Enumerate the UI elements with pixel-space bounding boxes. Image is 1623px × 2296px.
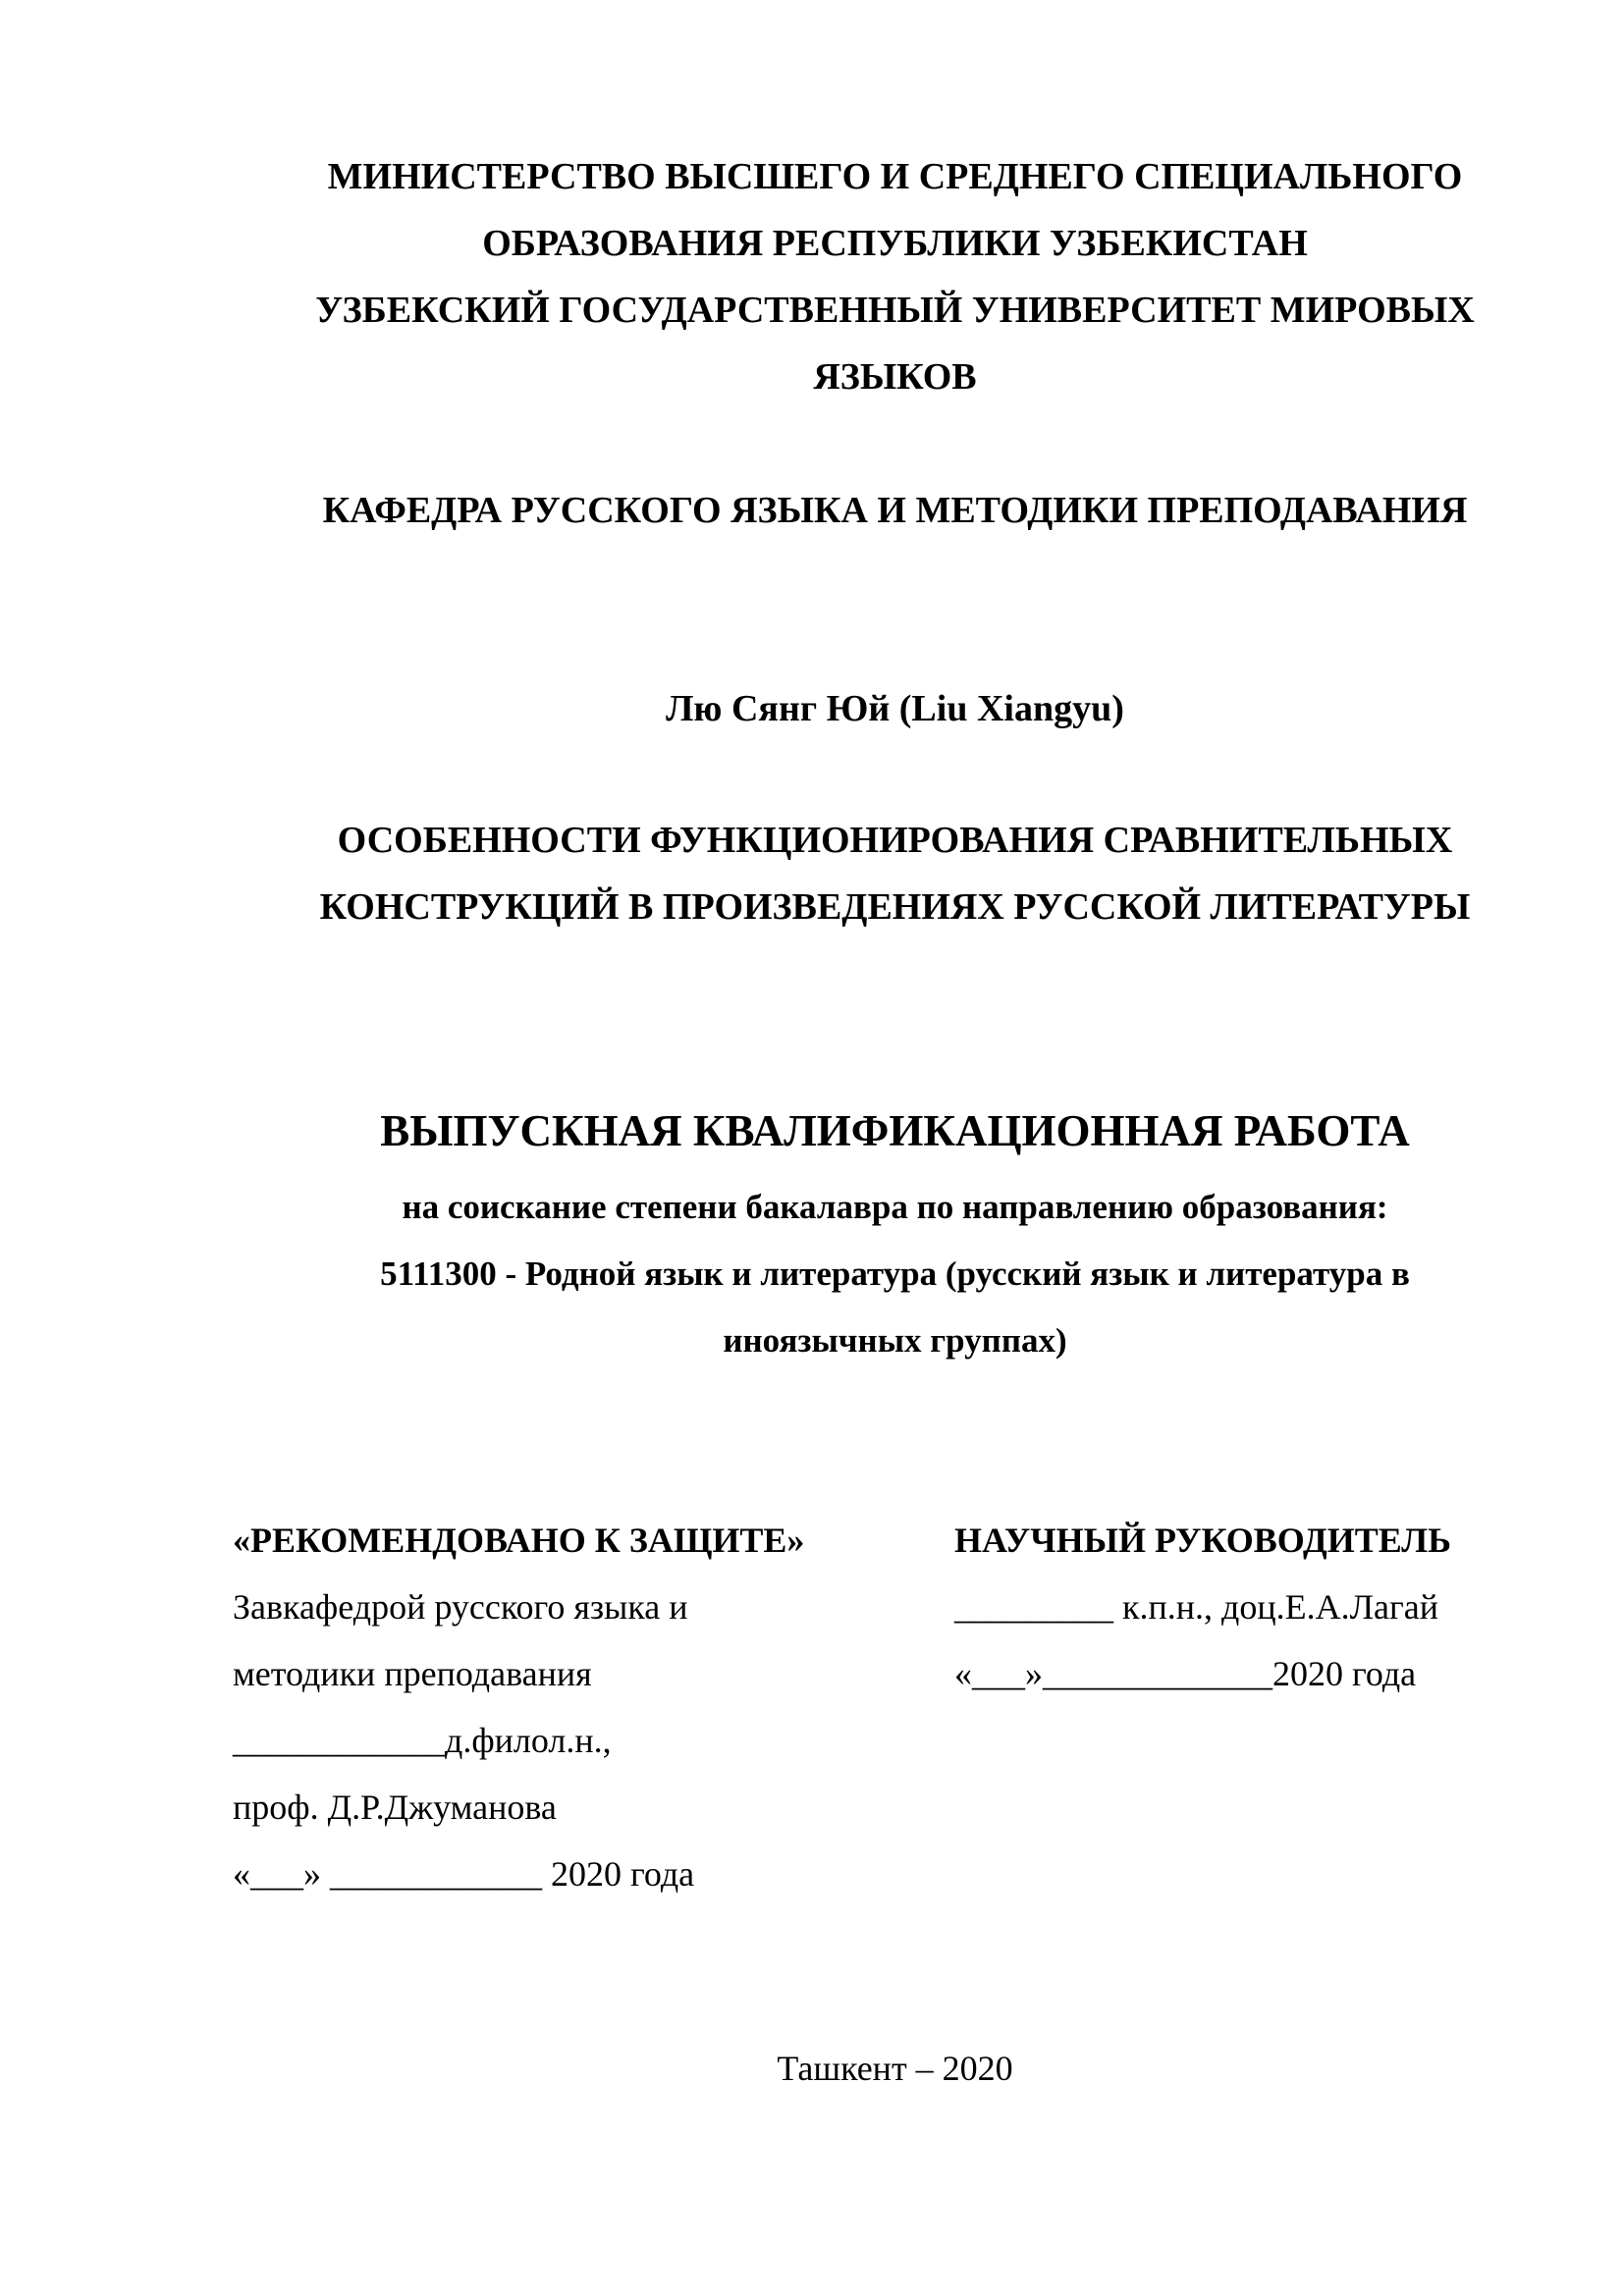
degree-line-2: 5111300 - Родной язык и литература (русский язык и литература в: [380, 1255, 1410, 1293]
university-line-2: ЯЗЫКОВ: [813, 356, 977, 398]
degree-line-1: на соискание степени бакалавра по направлению образования:: [402, 1188, 1388, 1226]
recommendation-heading: «РЕКОМЕНДОВАНО К ЗАЩИТЕ»: [233, 1521, 805, 1560]
work-type: ВЫПУСКНАЯ КВАЛИФИКАЦИОННАЯ РАБОТА: [380, 1106, 1410, 1155]
recommendation-line-1: Завкафедрой русского языка и: [233, 1587, 688, 1627]
university-line-1: УЗБЕКСКИЙ ГОСУДАРСТВЕННЫЙ УНИВЕРСИТЕТ МИРОВЫХ: [315, 290, 1475, 331]
recommendation-line-2: методики преподавания: [233, 1654, 592, 1693]
city-year: Ташкент – 2020: [777, 2049, 1013, 2088]
supervisor-heading: НАУЧНЫЙ РУКОВОДИТЕЛЬ: [954, 1521, 1451, 1560]
thesis-title-line-2: КОНСТРУКЦИЙ В ПРОИЗВЕДЕНИЯХ РУССКОЙ ЛИТЕРАТУРЫ: [319, 886, 1471, 928]
ministry-line-1: МИНИСТЕРСТВО ВЫСШЕГО И СРЕДНЕГО СПЕЦИАЛЬНОГО: [327, 156, 1463, 197]
department-name: КАФЕДРА РУССКОГО ЯЗЫКА И МЕТОДИКИ ПРЕПОДАВАНИЯ: [322, 490, 1468, 531]
author-name: Лю Сянг Юй (Liu Xiangyu): [666, 688, 1124, 729]
thesis-title-line-1: ОСОБЕННОСТИ ФУНКЦИОНИРОВАНИЯ СРАВНИТЕЛЬНЫХ: [337, 820, 1453, 861]
supervisor-line-2: «___»_____________2020 года: [954, 1654, 1417, 1693]
degree-line-3: иноязычных группах): [723, 1321, 1067, 1360]
supervisor-line-1: _________ к.п.н., доц.Е.А.Лагай: [954, 1587, 1438, 1627]
recommendation-line-3: ____________д.филол.н.,: [233, 1721, 612, 1760]
recommendation-line-4: проф. Д.Р.Джуманова: [233, 1788, 557, 1827]
recommendation-line-5: «___» ____________ 2020 года: [233, 1854, 695, 1894]
ministry-line-2: ОБРАЗОВАНИЯ РЕСПУБЛИКИ УЗБЕКИСТАН: [482, 223, 1308, 264]
